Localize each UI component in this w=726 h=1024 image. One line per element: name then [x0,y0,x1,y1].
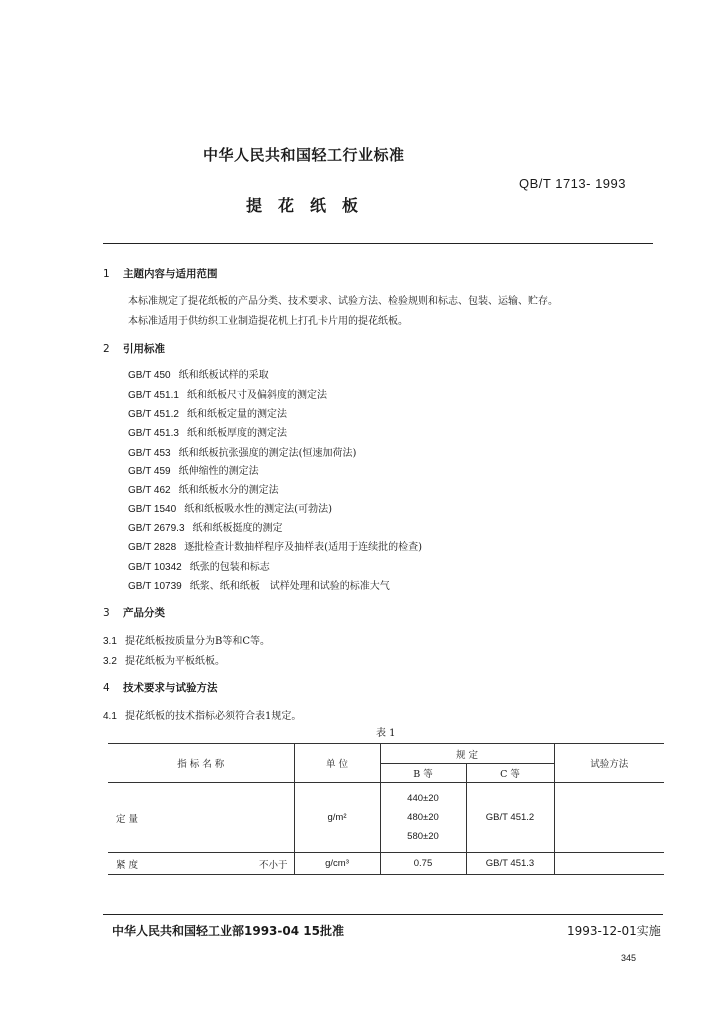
page-number: 345 [621,953,637,963]
section-1-paragraph-1: 本标准规定了提花纸板的产品分类、技术要求、试验方法、检验规则和标志、包装、运输、贮存。 [128,296,558,307]
reference-title: 纸和纸板尺寸及偏斜度的测定法 [186,390,327,401]
reference-code: GB/T 451.3 [128,428,179,439]
section-3-heading [103,605,165,620]
reference-item [128,424,287,439]
cell-unit: g/m² [294,783,380,853]
reference-code: GB/T 462 [128,485,171,496]
standard-code: QB/T 1713- 1993 [519,176,626,191]
section-4-heading [103,680,218,695]
clause-number: 4.1 [103,711,117,722]
cell-grade-c: GB/T 451.3 [466,853,554,875]
reference-item [128,577,390,592]
section-number: 1 [103,268,110,280]
header-grade-c: C 等 [466,764,554,783]
reference-item [128,405,287,420]
reference-code: GB/T 2828 [128,542,177,553]
cell-unit: g/cm³ [294,853,380,875]
header-divider [103,243,653,244]
cell-grade-b [380,783,466,853]
indicator-qualifier: 不小于 [258,859,288,871]
clause-number: 3.1 [103,636,117,647]
implementation-date: 1993-12-01实施 [567,924,661,938]
reference-code: GB/T 10739 [128,581,182,592]
clause-3-2 [103,652,225,667]
reference-title: 纸和纸板试样的采取 [178,370,269,381]
clause-text: 提花纸板的技术指标必须符合表1规定。 [125,711,302,722]
cell-indicator [108,853,294,875]
section-number: 4 [103,682,110,694]
table-header-row [108,744,664,764]
reference-item [128,558,270,573]
reference-title: 逐批检查计数抽样程序及抽样表(适用于连续批的检查) [184,542,422,553]
clause-3-1 [103,632,270,647]
table-title: 表 1 [376,728,396,739]
section-number: 3 [103,607,110,619]
grade-b-value: 580±20 [407,831,439,842]
reference-code: GB/T 451.2 [128,409,179,420]
cell-grade-b: 0.75 [380,853,466,875]
header-grade-b: B 等 [380,764,466,783]
section-title: 技术要求与试验方法 [123,682,218,694]
clause-4-1 [103,707,301,722]
reference-title: 纸和纸板吸水性的测定法(可勃法) [184,504,332,515]
reference-title: 纸和纸板厚度的测定法 [186,428,287,439]
header-indicator-name: 指 标 名 称 [108,744,294,783]
reference-item [128,538,422,553]
reference-code: GB/T 10342 [128,562,182,573]
cell-method [554,853,664,875]
reference-code: GB/T 450 [128,370,171,381]
reference-title: 纸伸缩性的测定法 [178,466,259,477]
reference-code: GB/T 1540 [128,504,177,515]
reference-item [128,386,327,401]
section-number: 2 [103,343,110,355]
table-row [108,783,664,853]
header-unit: 单 位 [294,744,380,783]
indicator-name: 紧 度 [116,859,139,871]
reference-code: GB/T 2679.3 [128,523,185,534]
section-2-heading [103,341,165,356]
reference-item [128,481,279,496]
clause-number: 3.2 [103,656,117,667]
reference-item [128,366,269,381]
reference-title: 纸和纸板定量的测定法 [186,409,287,420]
section-1-heading [103,266,218,281]
reference-item [128,500,332,515]
issuing-organization: 中华人民共和国轻工行业标准 [203,146,405,164]
reference-title: 纸和纸板抗张强度的测定法(恒速加荷法) [178,448,357,459]
grade-b-value: 440±20 [407,793,439,804]
header-specification: 规 定 [380,744,554,764]
spec-table [108,743,664,875]
document-title: 提花纸板 [246,196,375,215]
section-1-paragraph-2: 本标准适用于供纺织工业制造提花机上打孔卡片用的提花纸板。 [128,316,408,327]
reference-title: 纸浆、纸和纸板 试样处理和试验的标准大气 [189,581,390,592]
section-title: 主题内容与适用范围 [123,268,218,280]
approval-line: 中华人民共和国轻工业部1993-04 15批准 [112,924,344,938]
reference-code: GB/T 451.1 [128,390,179,401]
clause-text: 提花纸板为平板纸板。 [125,656,225,667]
reference-code: GB/T 453 [128,448,171,459]
grade-b-value: 480±20 [407,812,439,823]
cell-grade-c: GB/T 451.2 [466,783,554,853]
section-title: 产品分类 [123,607,165,619]
header-test-method: 试验方法 [554,744,664,783]
reference-title: 纸和纸板挺度的测定 [192,523,283,534]
table-row [108,853,664,875]
cell-indicator: 定 量 [108,783,294,853]
reference-item [128,519,283,534]
reference-title: 纸和纸板水分的测定法 [178,485,279,496]
section-title: 引用标准 [123,343,165,355]
reference-title: 纸张的包装和标志 [189,562,270,573]
reference-item [128,444,356,459]
reference-item [128,462,259,477]
clause-text: 提花纸板按质量分为B等和C等。 [125,636,270,647]
footer-divider [103,914,663,915]
reference-code: GB/T 459 [128,466,171,477]
cell-method [554,783,664,853]
